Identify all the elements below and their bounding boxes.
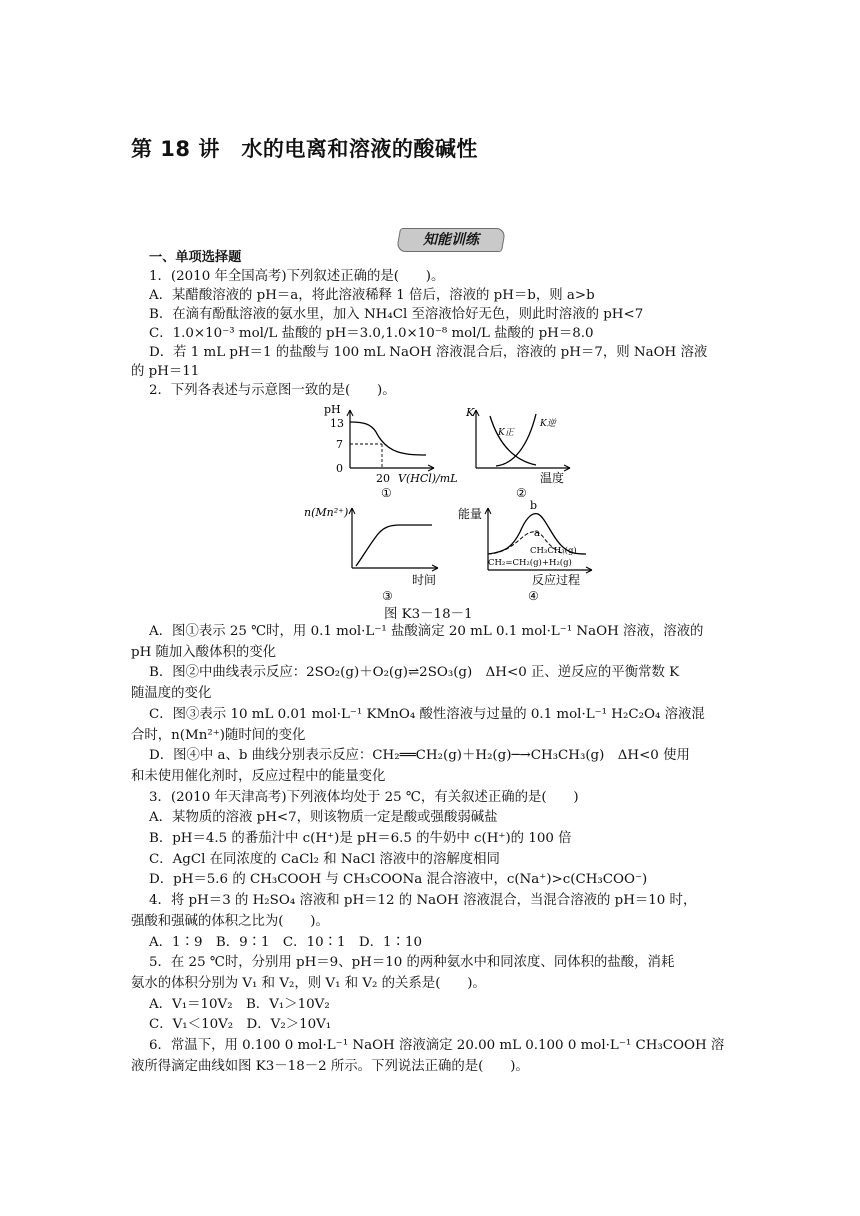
figure-1: [316, 402, 476, 500]
fig4-ylabel: 能量: [458, 507, 483, 521]
text-line: D．pH＝5.6 的 CH₃COOH 与 CH₃COONa 混合溶液中，c(Na⁺)>c(CH₃COO⁻): [149, 872, 648, 888]
text-line: D．图④中 a、b 曲线分别表示反应：CH₂══CH₂(g)＋H₂(g)─→CH₃CH₃(g) ΔH<0 使用: [149, 748, 690, 764]
fig4-label-a: a: [534, 528, 540, 539]
section-heading: 一、单项选择题: [149, 250, 242, 265]
text-line: B．图②中曲线表示反应：2SO₂(g)＋O₂(g)⇌2SO₃(g) ΔH<0 正、逆反应的平衡常数 K: [149, 665, 680, 681]
figure-2: [462, 402, 602, 500]
fig1-tick-0: 0: [336, 462, 343, 475]
text-line: A．图①表示 25 ℃时，用 0.1 mol·L⁻¹ 盐酸滴定 20 mL 0.1 mol·L⁻¹ NaOH 溶液，溶液的: [149, 624, 704, 639]
fig2-number: ②: [516, 486, 527, 500]
text-line: 随温度的变化: [131, 686, 212, 702]
fig2-curve-reverse: K逆: [540, 419, 556, 429]
text-line: C．1.0×10⁻³ mol/L 盐酸的 pH＝3.0,1.0×10⁻⁸ mol/L 盐酸的 pH＝8.0: [149, 326, 594, 341]
text-line: C．AgCl 在同浓度的 CaCl₂ 和 NaCl 溶液中的溶解度相同: [149, 851, 500, 867]
page-title: 第 18 讲 水的电离和溶液的酸碱性: [131, 137, 478, 161]
text-line: 5．在 25 ℃时，分别用 pH＝9、pH＝10 的两种氨水中和同浓度、同体积的盐酸，消耗: [149, 955, 675, 971]
text-line: 3．(2010 年天津高考)下列液体均处于 25 ℃，有关叙述正确的是( ): [149, 789, 579, 805]
text-line: 和未使用催化剂时，反应过程中的能量变化: [131, 768, 386, 784]
fig1-tick-13: 13: [330, 417, 344, 430]
figure-caption: 图 K3－18－1: [384, 607, 473, 622]
text-line: 强酸和强碱的体积之比为( )。: [131, 913, 329, 929]
fig3-xlabel: 时间: [412, 573, 437, 587]
fig4-number: ④: [528, 589, 539, 603]
fig1-ylabel: pH: [324, 403, 341, 416]
text-line: 2．下列各表述与示意图一致的是( )。: [149, 383, 396, 398]
text-line: C．V₁＜10V₂ D．V₂＞10V₁: [149, 1017, 332, 1033]
fig4-label-b: b: [530, 499, 538, 512]
section-banner-text: 知能训练: [423, 232, 479, 248]
fig2-xlabel: 温度: [540, 471, 565, 485]
fig4-product: CH₃CH₃(g): [530, 546, 577, 556]
text-line: A．V₁＝10V₂ B．V₁＞10V₂: [149, 996, 330, 1012]
text-line: A．某醋酸溶液的 pH＝a，将此溶液稀释 1 倍后，溶液的 pH＝b，则 a>b: [149, 288, 595, 303]
text-line: C．图③表示 10 mL 0.01 mol·L⁻¹ KMnO₄ 酸性溶液与过量的 0.1 mol·L⁻¹ H₂C₂O₄ 溶液混: [149, 706, 705, 722]
text-line: 液所得滴定曲线如图 K3－18－2 所示。下列说法正确的是( )。: [131, 1058, 529, 1074]
fig2-ylabel: K: [466, 406, 475, 419]
text-line: B．pH＝4.5 的番茄汁中 c(H⁺)是 pH＝6.5 的牛奶中 c(H⁺)的 100 倍: [149, 831, 572, 846]
fig1-tick-7: 7: [336, 438, 343, 451]
fig3-number: ③: [382, 589, 393, 603]
text-line: 4．将 pH＝3 的 H₂SO₄ 溶液和 pH＝12 的 NaOH 溶液混合，当混合溶液的 pH＝10 时，: [149, 893, 697, 909]
fig1-xtick-20: 20: [376, 472, 390, 485]
fig4-xlabel: 反应过程: [532, 573, 581, 587]
fig3-ylabel: n(Mn²⁺): [304, 506, 349, 519]
text-line: B．在滴有酚酞溶液的氨水里，加入 NH₄Cl 至溶液恰好无色，则此时溶液的 pH<7: [149, 307, 644, 322]
text-line: A．某物质的溶液 pH<7，则该物质一定是酸或强酸弱碱盐: [149, 810, 498, 826]
text-line: 的 pH＝11: [131, 364, 200, 379]
fig1-xlabel: V(HCl)/mL: [398, 472, 458, 485]
text-line: 6．常温下，用 0.100 0 mol·L⁻¹ NaOH 溶液滴定 20.00 mL 0.100 0 mol·L⁻¹ CH₃COOH 溶: [149, 1038, 725, 1053]
fig1-number: ①: [381, 486, 392, 500]
fig2-curve-forward: K正: [498, 428, 514, 438]
text-line: 1．(2010 年全国高考)下列叙述正确的是( )。: [149, 269, 445, 284]
text-line: 氨水的体积分别为 V₁ 和 V₂，则 V₁ 和 V₂ 的关系是( )。: [131, 975, 486, 991]
fig4-reactant: CH₂=CH₂(g)+H₂(g): [488, 558, 572, 568]
text-line: A．1∶9 B．9∶1 C．10∶1 D．1∶10: [149, 934, 422, 950]
text-line: pH 随加入酸体积的变化: [131, 644, 277, 660]
text-line: 合时，n(Mn²⁺)随时间的变化: [131, 727, 306, 743]
figure-3: [304, 500, 454, 604]
text-line: D．若 1 mL pH＝1 的盐酸与 100 mL NaOH 溶液混合后，溶液的 pH＝7，则 NaOH 溶液: [149, 345, 708, 360]
figure-4: [452, 498, 602, 604]
